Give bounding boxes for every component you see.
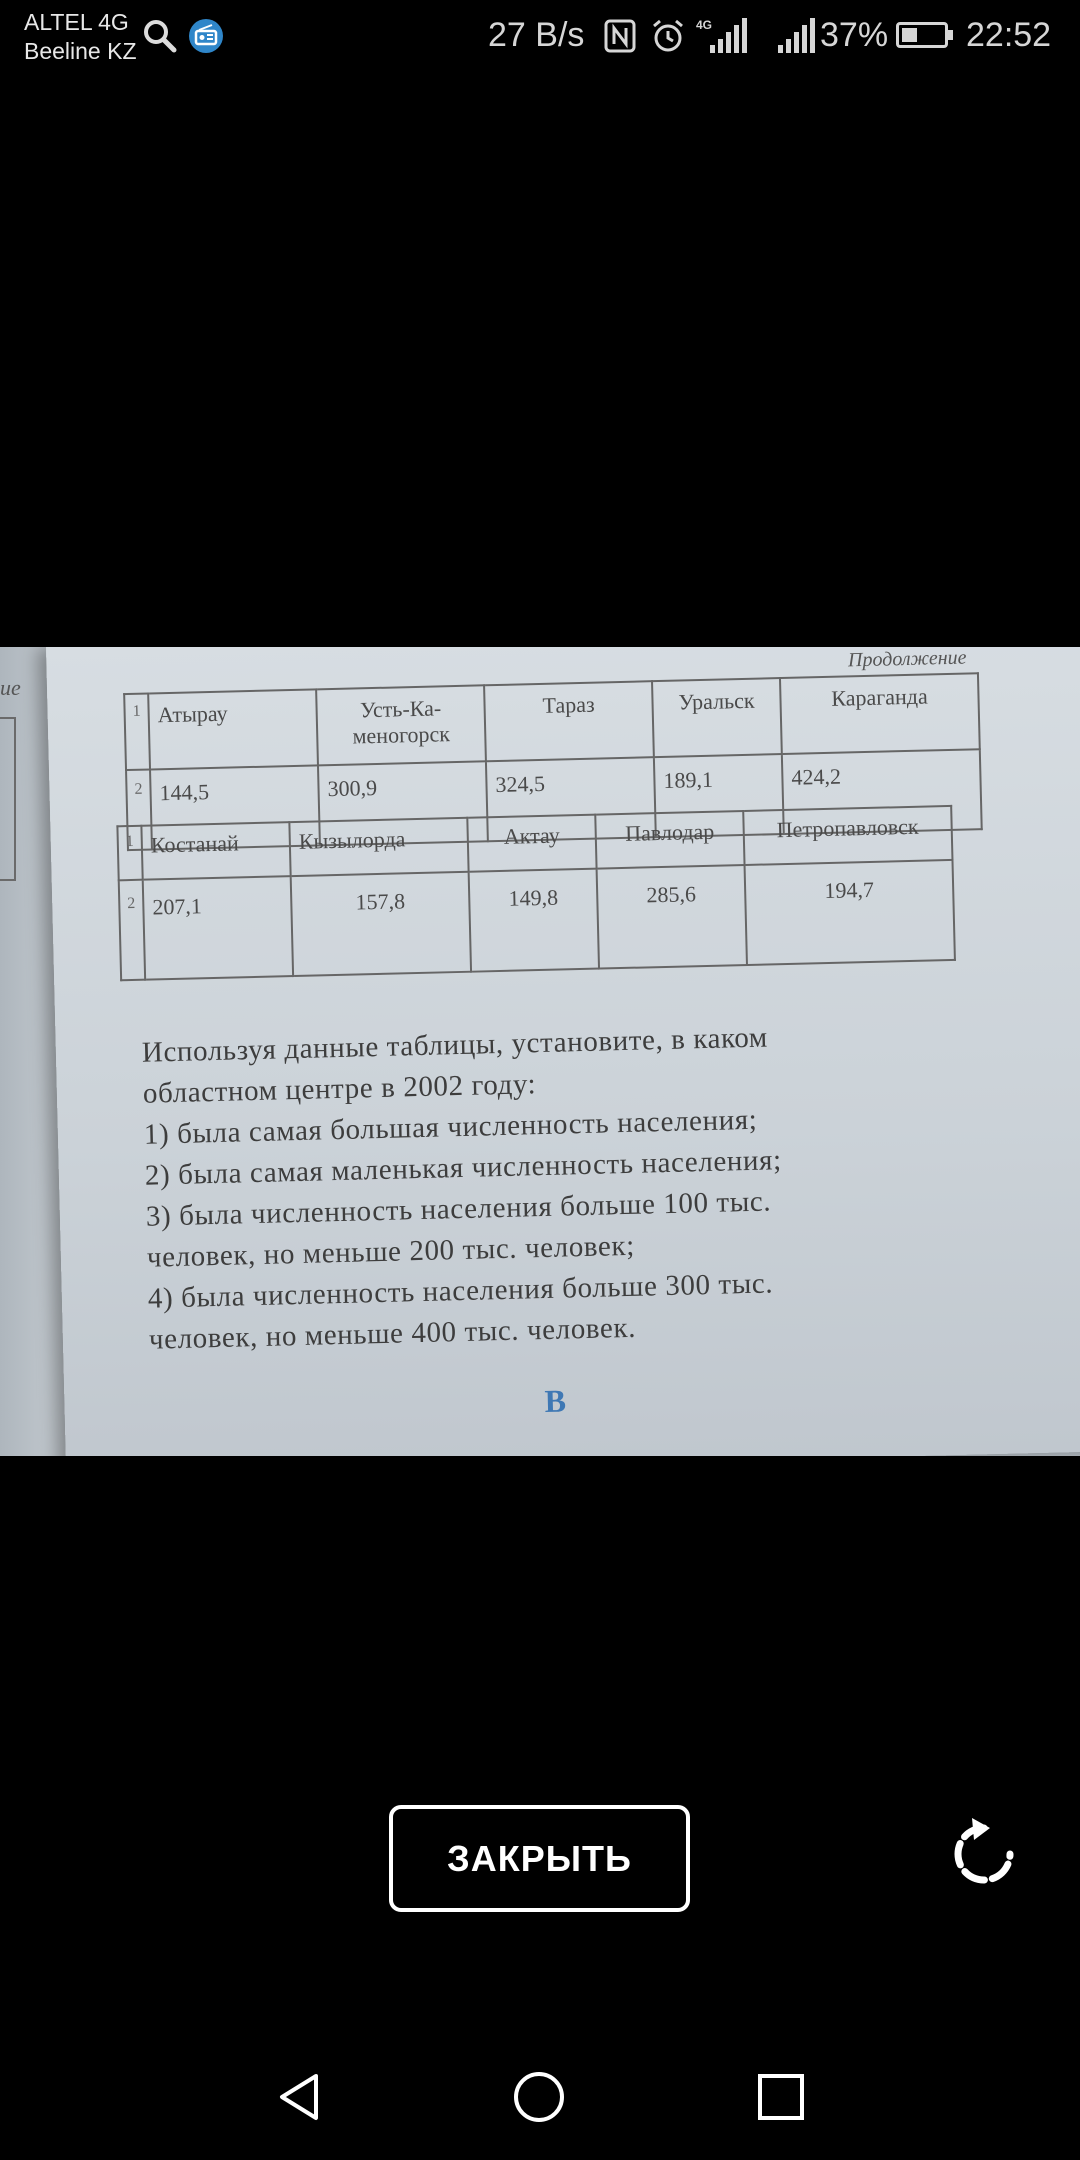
nfc-icon [604, 19, 636, 53]
navigation-bar [0, 2030, 1080, 2160]
alarm-icon [650, 18, 686, 54]
table-cell: Караганда [780, 673, 980, 754]
table-cell: Актау [467, 815, 596, 872]
table-cell: Тараз [484, 681, 654, 761]
clock: 22:52 [966, 16, 1052, 54]
carrier-line-1: ALTEL 4G [24, 9, 129, 35]
close-button[interactable]: ЗАКРЫТЬ [389, 1805, 690, 1912]
radio-icon [188, 18, 224, 54]
continuation-label: Продолжение [847, 647, 967, 672]
table-cell: 189,1 [654, 754, 784, 837]
cell-line: Усть-Ка- [359, 695, 442, 723]
table-cell [316, 685, 486, 765]
question-line: областном центре в 2002 году: [142, 1068, 537, 1110]
cell-line: меногорск [352, 721, 451, 749]
signal-icon [778, 17, 818, 55]
recents-icon[interactable] [754, 2070, 808, 2124]
table-cell: 300,9 [318, 761, 488, 845]
question-text [141, 1012, 999, 1361]
battery-percent: 37% [820, 16, 889, 54]
section-letter: В [544, 1382, 567, 1420]
carrier-line-2: Beeline KZ [24, 38, 137, 64]
table-cell: 157,8 [291, 872, 471, 976]
home-icon[interactable] [512, 2070, 566, 2124]
row-label: 1 [124, 694, 150, 771]
network-speed: 27 B/s [488, 16, 585, 54]
table-cell: 144,5 [150, 765, 320, 849]
battery-charging-icon [896, 22, 948, 48]
question-line: 4) была численность населения больше 300 тыс. [147, 1267, 774, 1315]
left-page-fragment: ие [0, 675, 21, 700]
left-page-table-edge [0, 717, 16, 881]
table-cell: Петропавловск [743, 806, 952, 865]
table-cell: 149,8 [469, 869, 599, 972]
question-line: человек, но меньше 400 тыс. человек. [148, 1311, 637, 1356]
textbook-page [46, 647, 1080, 1456]
network-type-label: 4G [696, 18, 713, 32]
table-cell: Костанай [141, 822, 290, 880]
question-line: Используя данные таблицы, установите, в каком [141, 1021, 769, 1069]
back-icon[interactable] [272, 2070, 326, 2124]
carrier-info [24, 8, 137, 66]
question-line: 3) была численность населения больше 100 тыс. [145, 1185, 772, 1233]
table-cell: 194,7 [745, 860, 955, 965]
question-line: 2) была самая маленькая численность населения; [144, 1144, 783, 1192]
question-line: 1) была самая большая численность населения; [143, 1103, 758, 1151]
rotate-icon[interactable] [944, 1814, 1024, 1894]
table-cell: Уральск [652, 678, 782, 757]
battery-fill [902, 28, 917, 42]
table-row [119, 860, 955, 980]
row-label: 2 [119, 880, 145, 981]
battery-tip [948, 30, 953, 40]
photo-viewer-image [0, 647, 1080, 1456]
table-cell: Павлодар [595, 811, 744, 869]
population-table-2 [116, 805, 956, 981]
table-cell: 207,1 [143, 876, 293, 980]
row-label: 2 [126, 769, 152, 850]
signal-4g-icon [696, 17, 750, 55]
question-line: человек, но меньше 200 тыс. человек; [146, 1229, 636, 1274]
search-icon [142, 18, 178, 54]
table-cell: Атырау [148, 689, 318, 769]
table-cell: 285,6 [597, 865, 747, 969]
table-cell: 324,5 [486, 757, 656, 841]
row-label: 1 [117, 826, 142, 881]
status-bar [0, 0, 1080, 76]
table-cell: 424,2 [782, 749, 982, 834]
table-cell: Кызылорда [289, 818, 468, 876]
